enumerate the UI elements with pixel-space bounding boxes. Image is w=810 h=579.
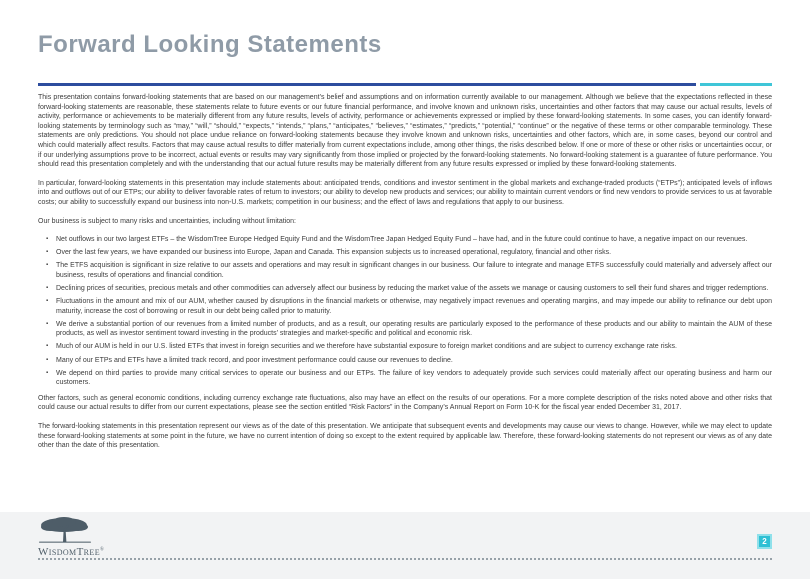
list-item [38, 356, 772, 366]
bullet-icon: ▪ [46, 285, 49, 291]
bullet-text: The ETFS acquisition is significant in size relative to our assets and operations and may result in significant changes in our business. Our failure to integrate and manage ETFS successfully could materially and adversely affect our business, results of operations and financial condition. [56, 262, 772, 279]
list-item [38, 369, 772, 388]
page-number-badge: 2 [757, 534, 772, 549]
body-text [38, 93, 772, 460]
list-item [38, 248, 772, 258]
bullet-text: We derive a substantial portion of our revenues from a limited number of products, and as a result, our operating results are particularly exposed to the performance of these products and our ability to maintain the AUM of these products, as well as investor sentiment toward investing in the products’ strategies and market-specific and political and economic risk. [56, 320, 772, 338]
registered-mark: ® [100, 547, 105, 553]
bullet-text: Fluctuations in the amount and mix of our AUM, whether caused by disruptions in the financial markets or otherwise, may negatively impact revenues and operating margins, and may impede our ability to refinance our debt upon maturity, increase the cost of borrowing or result in our debt being called prior to maturity. [56, 298, 772, 315]
bullet-icon: ▪ [46, 320, 49, 327]
list-item [38, 261, 772, 280]
list-item [38, 297, 772, 316]
divider-teal-segment [700, 83, 772, 86]
bullet-text: Many of our ETPs and ETFs have a limited track record, and poor investment performance could cause our revenues to decline. [56, 356, 453, 364]
bullet-text: Net outflows in our two largest ETFs – the WisdomTree Europe Hedged Equity Fund and the WisdomTree Japan Hedged Equity Fund – have had, and in the future could continue to have, a negative impact on our revenues. [56, 236, 748, 244]
bullet-icon: ▪ [46, 298, 49, 305]
page-title: Forward Looking Statements [38, 31, 382, 58]
bullet-icon: ▪ [46, 343, 49, 350]
bullet-text: We depend on third parties to provide many critical services to operate our business and our ETPs. The failure of key vendors to adequately provide such services could materially affect our operating business and harm our customers. [56, 369, 772, 387]
bullet-text: Over the last few years, we have expanded our business into Europe, Japan and Canada. This expansion subjects us to increased operational, regulatory, financial and other risks. [56, 249, 612, 257]
tree-icon [38, 516, 92, 545]
paragraph-other-factors: Other factors, such as general economic conditions, including currency exchange rate fluctuations, also may have an effect on the results of our operations. For a more complete description of the risks noted above and other risks that could cause our actual results to differ from our current expectations, please see the section entitled “Risk Factors” in the Company’s Annual Report on Form 10-K for the fiscal year ended December 31, 2017. [38, 394, 772, 412]
footer-dotted-divider [38, 558, 772, 560]
bullet-icon: ▪ [46, 262, 49, 269]
bullet-text: Much of our AUM is held in our U.S. listed ETFs that invest in foreign securities and we therefore have substantial exposure to foreign market conditions and are subject to currency exchange rate risks. [56, 343, 677, 351]
bullet-icon: ▪ [46, 356, 49, 363]
paragraph-intro: This presentation contains forward-looking statements that are based on our management’s belief and assumptions and on information currently available to our management. Although we believe that the expectations reflected in these forward-looking statements are reasonable, these statements relate to future events or our future financial performance, and involve known and unknown risks, uncertainties and other factors that may cause our actual results, levels of activity, performance or achievements to be materially different from any future results, levels of activity, performance or achievements expressed or implied by these forward-looking statements. In some cases, you can identify forward-looking statements by terminology such as “may,” “will,” “should,” “expects,” “intends,” “plans,” “anticipates,” “believes,” “estimates,” “predicts,” “potential,” “continue” or the negative of these terms or other comparable terminology. These statements are only predictions. You should not place undue reliance on forward-looking statements because they involve known and unknown risks, uncertainties and other factors, which are, in some cases, beyond our control and which could materially affect results. Factors that may cause actual results to differ materially from current expectations include, among other things, the risks described below. If one or more of these or other risks or uncertainties occur, or if our underlying assumptions prove to be incorrect, actual events or results may vary significantly from those implied or projected by the forward-looking statements. No forward-looking statement is a guarantee of future performance. You should read this presentation completely and with the understanding that our actual future results may be materially different from any future results expressed or implied by these forward-looking statements. [38, 94, 772, 169]
bullet-text: Declining prices of securities, precious metals and other commodities can adversely affect our business by reducing the market value of the assets we manage or causing customers to sell their fund shares and trigger redemptions. [56, 285, 769, 292]
bullet-icon: ▪ [46, 369, 49, 376]
paragraph-statements-about: In particular, forward-looking statements in this presentation may include statements about: anticipated trends, conditions and investor sentiment in the global markets and exchange-traded products (“ETPs”); anticipated levels of inflows into and outflows out of our ETPs; our ability to deliver favorable rates of return to investors; our ability to develop new products and services; our ability to maintain current vendors or find new vendors to provide services to us at favorable costs; our ability to successfully expand our business into non-U.S. markets; competition in our business; and the effect of laws and regulations that apply to our business. [38, 179, 772, 206]
paragraph-views-as-of-date: The forward-looking statements in this presentation represent our views as of the date of this presentation. We anticipate that subsequent events and developments may cause our views to change. However, while we may elect to update these forward-looking statements at some point in the future, we have no current intention of doing so except to the extent required by applicable law. Therefore, these forward-looking statements do not represent our views as of any date other than the date of this presentation. [38, 423, 772, 450]
paragraph-risks-lead-in: Our business is subject to many risks and uncertainties, including without limitation: [38, 217, 296, 225]
brand-wordmark: WisdomTree® [38, 546, 105, 558]
bullet-icon: ▪ [46, 249, 49, 256]
list-item [38, 320, 772, 339]
list-item [38, 235, 772, 245]
divider-navy-segment [38, 83, 696, 86]
title-divider [38, 83, 772, 86]
list-item [38, 284, 772, 294]
bullet-icon: ▪ [46, 236, 49, 243]
risk-bullet-list [38, 235, 772, 388]
wisdomtree-logo [38, 516, 148, 558]
list-item [38, 342, 772, 352]
